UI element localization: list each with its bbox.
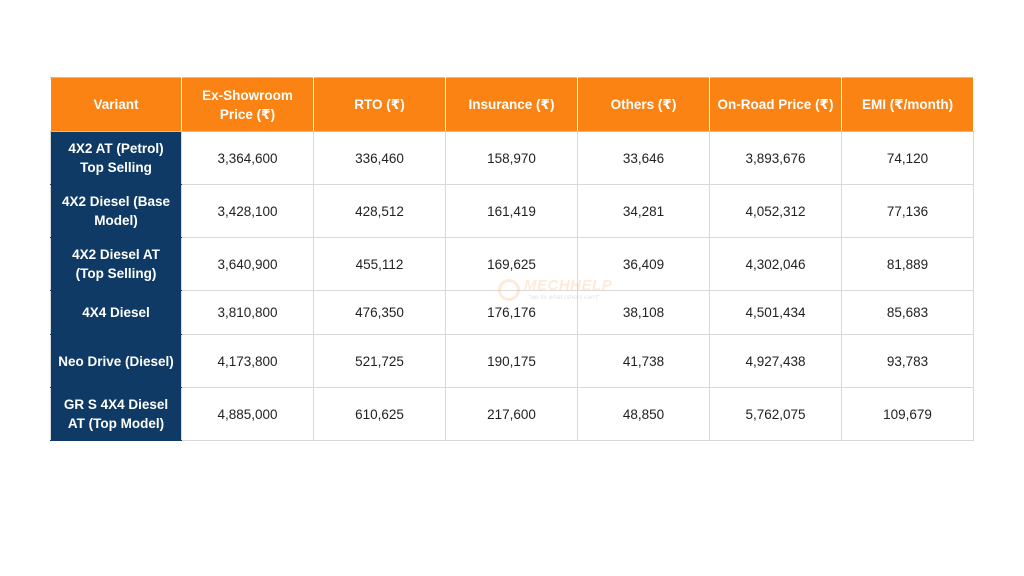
on-road-cell: 4,927,438 [710, 335, 842, 388]
header-rto: RTO (₹) [314, 78, 446, 132]
header-ex-showroom: Ex-Showroom Price (₹) [182, 78, 314, 132]
ex-showroom-cell: 4,173,800 [182, 335, 314, 388]
on-road-cell: 3,893,676 [710, 132, 842, 185]
on-road-cell: 4,302,046 [710, 238, 842, 291]
others-cell: 41,738 [578, 335, 710, 388]
header-variant: Variant [51, 78, 182, 132]
on-road-cell: 5,762,075 [710, 388, 842, 441]
header-others: Others (₹) [578, 78, 710, 132]
others-cell: 38,108 [578, 291, 710, 335]
others-cell: 33,646 [578, 132, 710, 185]
table-row [51, 185, 974, 238]
emi-cell: 109,679 [842, 388, 974, 441]
rto-cell: 455,112 [314, 238, 446, 291]
table-header-row [51, 78, 974, 132]
insurance-cell: 161,419 [446, 185, 578, 238]
insurance-cell: 176,176 [446, 291, 578, 335]
variant-cell: 4X2 AT (Petrol) Top Selling [51, 132, 182, 185]
rto-cell: 521,725 [314, 335, 446, 388]
price-table-container [50, 77, 974, 441]
emi-cell: 85,683 [842, 291, 974, 335]
header-emi: EMI (₹/month) [842, 78, 974, 132]
table-row [51, 238, 974, 291]
others-cell: 34,281 [578, 185, 710, 238]
ex-showroom-cell: 3,364,600 [182, 132, 314, 185]
others-cell: 48,850 [578, 388, 710, 441]
header-on-road: On-Road Price (₹) [710, 78, 842, 132]
table-row [51, 132, 974, 185]
insurance-cell: 158,970 [446, 132, 578, 185]
rto-cell: 428,512 [314, 185, 446, 238]
header-insurance: Insurance (₹) [446, 78, 578, 132]
ex-showroom-cell: 3,640,900 [182, 238, 314, 291]
table-row [51, 388, 974, 441]
variant-cell: GR S 4X4 Diesel AT (Top Model) [51, 388, 182, 441]
rto-cell: 476,350 [314, 291, 446, 335]
rto-cell: 336,460 [314, 132, 446, 185]
others-cell: 36,409 [578, 238, 710, 291]
table-row [51, 291, 974, 335]
emi-cell: 93,783 [842, 335, 974, 388]
insurance-cell: 169,625 [446, 238, 578, 291]
price-table [50, 77, 974, 441]
variant-cell: Neo Drive (Diesel) [51, 335, 182, 388]
on-road-cell: 4,052,312 [710, 185, 842, 238]
emi-cell: 81,889 [842, 238, 974, 291]
ex-showroom-cell: 3,810,800 [182, 291, 314, 335]
insurance-cell: 190,175 [446, 335, 578, 388]
on-road-cell: 4,501,434 [710, 291, 842, 335]
variant-cell: 4X4 Diesel [51, 291, 182, 335]
variant-cell: 4X2 Diesel (Base Model) [51, 185, 182, 238]
ex-showroom-cell: 4,885,000 [182, 388, 314, 441]
rto-cell: 610,625 [314, 388, 446, 441]
variant-cell: 4X2 Diesel AT (Top Selling) [51, 238, 182, 291]
emi-cell: 77,136 [842, 185, 974, 238]
insurance-cell: 217,600 [446, 388, 578, 441]
table-row [51, 335, 974, 388]
emi-cell: 74,120 [842, 132, 974, 185]
ex-showroom-cell: 3,428,100 [182, 185, 314, 238]
